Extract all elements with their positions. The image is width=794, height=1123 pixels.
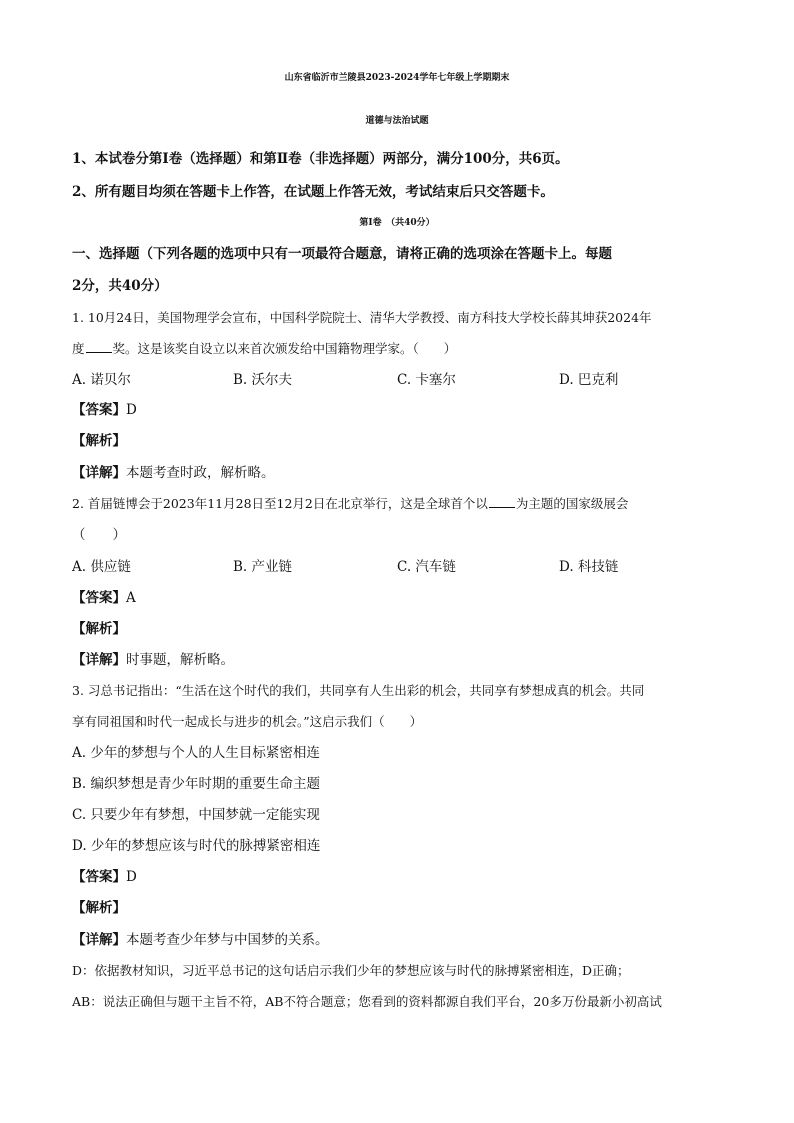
q3-analysis-label: 【解析】	[72, 900, 126, 916]
q2-option-d: D. 科技链	[559, 559, 619, 575]
q3-option-c: C. 只要少年有梦想，中国梦就一定能实现	[72, 807, 320, 823]
q2-stem-line2: （ ）	[72, 527, 126, 543]
q3-option-d: D. 少年的梦想应该与时代的脉搏紧密相连	[72, 838, 321, 854]
q1-answer	[72, 400, 137, 420]
q3-explain-line1: D：依据教材知识，习近平总书记的这句话启示我们少年的梦想应该与时代的脉搏紧密相连，D正确；	[72, 963, 630, 978]
q1-detail-text: 本题考查时政，解析略。	[126, 465, 275, 481]
q2-detail	[72, 650, 234, 670]
q1-blank	[86, 339, 112, 353]
answer-label: 【答案】	[72, 869, 126, 885]
instruction-1: 1、本试卷分第Ⅰ卷（选择题）和第Ⅱ卷（非选择题）两部分，满分100分，共6页。	[72, 151, 569, 167]
q2-detail-text: 时事题，解析略。	[126, 652, 234, 668]
q1-option-a: A. 诺贝尔	[72, 372, 131, 388]
q2-analysis-label: 【解析】	[72, 621, 126, 637]
exam-title: 山东省临沂市兰陵县2023-2024学年七年级上学期期末	[284, 73, 510, 83]
q2-stem-after: 为主题的国家级展会	[515, 496, 629, 511]
exam-subtitle: 道德与法治试题	[365, 116, 429, 126]
q1-stem-line1: 1. 10月24日，美国物理学会宣布，中国科学院院士、清华大学教授、南方科技大学校长薛其坤获2024年	[72, 310, 652, 325]
answer-label: 【答案】	[72, 590, 126, 606]
q2-answer-value: A	[126, 590, 136, 606]
q3-stem-line2: 享有同祖国和时代一起成长与进步的机会。”这启示我们（ ）	[72, 714, 423, 729]
q3-option-b: B. 编织梦想是青少年时期的重要生命主题	[72, 776, 321, 792]
q1-analysis-label: 【解析】	[72, 433, 126, 449]
q3-detail	[72, 930, 329, 950]
q3-explain-line2: AB：说法正确但与题干主旨不符，AB不符合题意；您看到的资料都源自我们平台，20多万份最新小初高试	[72, 994, 662, 1009]
detail-label: 【详解】	[72, 465, 126, 481]
detail-label: 【详解】	[72, 932, 126, 948]
q2-option-c: C. 汽车链	[397, 559, 456, 575]
part-heading-line1: 一、选择题（下列各题的选项中只有一项最符合题意，请将正确的选项涂在答题卡上。每题	[72, 246, 612, 262]
q3-stem-line1: 3. 习总书记指出：“生活在这个时代的我们，共同享有人生出彩的机会，共同享有梦想成真的机会。共同	[72, 683, 645, 698]
part-heading-line2: 2分，共40分）	[72, 278, 168, 294]
q2-blank	[489, 494, 515, 508]
q1-stem-after: 奖。这是该奖自设立以来首次颁发给中国籍物理学家。（ ）	[112, 341, 457, 356]
section-title: 第Ⅰ卷 （共40分）	[359, 218, 435, 228]
q2-stem-line1	[72, 494, 628, 514]
detail-label: 【详解】	[72, 652, 126, 668]
answer-label: 【答案】	[72, 402, 126, 418]
q1-option-c: C. 卡塞尔	[397, 372, 456, 388]
q3-option-a: A. 少年的梦想与个人的人生目标紧密相连	[72, 745, 320, 761]
q1-option-b: B. 沃尔夫	[233, 372, 293, 388]
q1-option-d: D. 巴克利	[559, 372, 619, 388]
q1-stem-before: 度	[72, 341, 85, 356]
q1-answer-value: D	[126, 402, 137, 418]
q3-answer	[72, 867, 137, 887]
q3-answer-value: D	[126, 869, 137, 885]
q2-stem-before: 2. 首届链博会于2023年11月28日至12月2日在北京举行，这是全球首个以	[72, 496, 488, 511]
q1-stem-line2	[72, 339, 456, 359]
q2-option-a: A. 供应链	[72, 559, 131, 575]
q1-detail	[72, 463, 275, 483]
q2-answer	[72, 588, 136, 608]
instruction-2: 2、所有题目均须在答题卡上作答，在试题上作答无效，考试结束后只交答题卡。	[72, 184, 554, 200]
q2-option-b: B. 产业链	[233, 559, 293, 575]
q3-detail-text: 本题考查少年梦与中国梦的关系。	[126, 932, 329, 948]
